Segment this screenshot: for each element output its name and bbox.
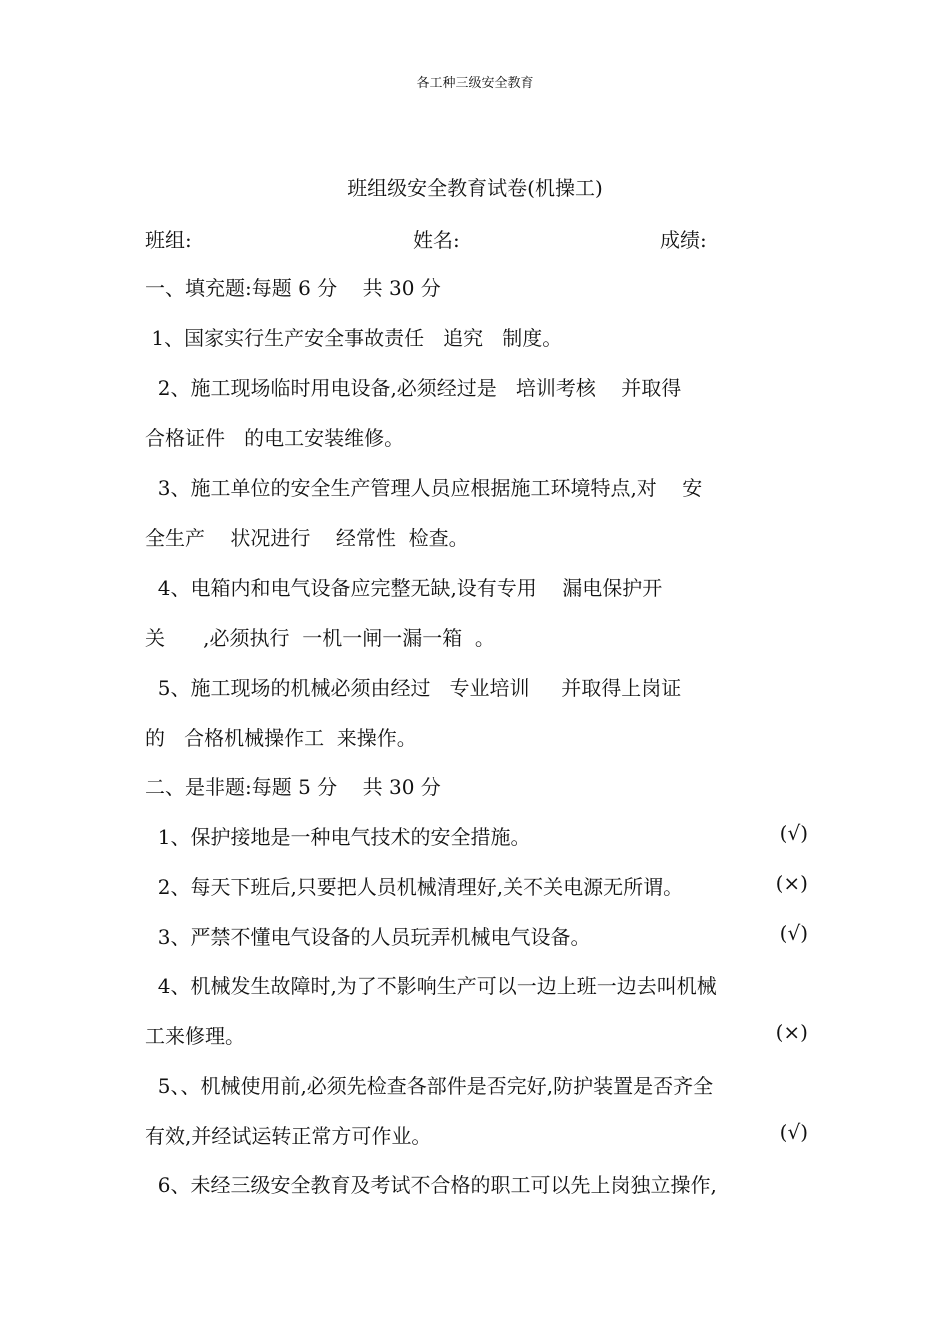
score-label: 成绩: [660, 228, 707, 252]
section-heading-truefalse: 二、是非题:每题 5 分 共 30 分 [145, 775, 441, 799]
section-heading-fill: 一、填充题:每题 6 分 共 30 分 [145, 276, 441, 300]
truefalse-question-line: 有效,并经试运转正常方可作业。 [145, 1124, 432, 1148]
fill-question-line: 全生产 状况进行 经常性 检查。 [145, 526, 469, 550]
name-label: 姓名: [413, 228, 460, 252]
answer-mark: (√) [779, 1120, 808, 1144]
fill-question-line: 3、施工单位的安全生产管理人员应根据施工环境特点,对 安 [145, 476, 703, 500]
truefalse-question-line: 6、未经三级安全教育及考试不合格的职工可以先上岗独立操作, [145, 1173, 717, 1197]
truefalse-question-line: 4、机械发生故障时,为了不影响生产可以一边上班一边去叫机械 [145, 974, 717, 998]
exam-title: 班组级安全教育试卷(机操工) [347, 176, 603, 200]
fill-question-line: 1、国家实行生产安全事故责任 追究 制度。 [145, 326, 563, 350]
truefalse-question-line: 5、、机械使用前,必须先检查各部件是否完好,防护装置是否齐全 [145, 1074, 714, 1098]
fill-question-line: 的 合格机械操作工 来操作。 [145, 726, 417, 750]
truefalse-question-line: 工来修理。 [145, 1024, 245, 1048]
fill-question-line: 4、电箱内和电气设备应完整无缺,设有专用 漏电保护开 [145, 576, 663, 600]
class-label: 班组: [145, 228, 192, 252]
fill-question-line: 5、施工现场的机械必须由经过 专业培训 并取得上岗证 [145, 676, 682, 700]
truefalse-question-line: 3、严禁不懂电气设备的人员玩弄机械电气设备。 [145, 925, 591, 949]
answer-mark: (×) [775, 871, 808, 895]
truefalse-question-line: 2、每天下班后,只要把人员机械清理好,关不关电源无所谓。 [145, 875, 684, 899]
truefalse-question-line: 1、保护接地是一种电气技术的安全措施。 [145, 825, 531, 849]
page-header: 各工种三级安全教育 [416, 76, 534, 91]
fill-question-line: 合格证件 的电工安装维修。 [145, 426, 405, 450]
fill-question-line: 2、施工现场临时用电设备,必须经过是 培训考核 并取得 [145, 376, 682, 400]
fill-question-line: 关 ,必须执行 一机一闸一漏一箱 。 [145, 626, 495, 650]
answer-mark: (×) [775, 1020, 808, 1044]
answer-mark: (√) [779, 921, 808, 945]
answer-mark: (√) [779, 821, 808, 845]
